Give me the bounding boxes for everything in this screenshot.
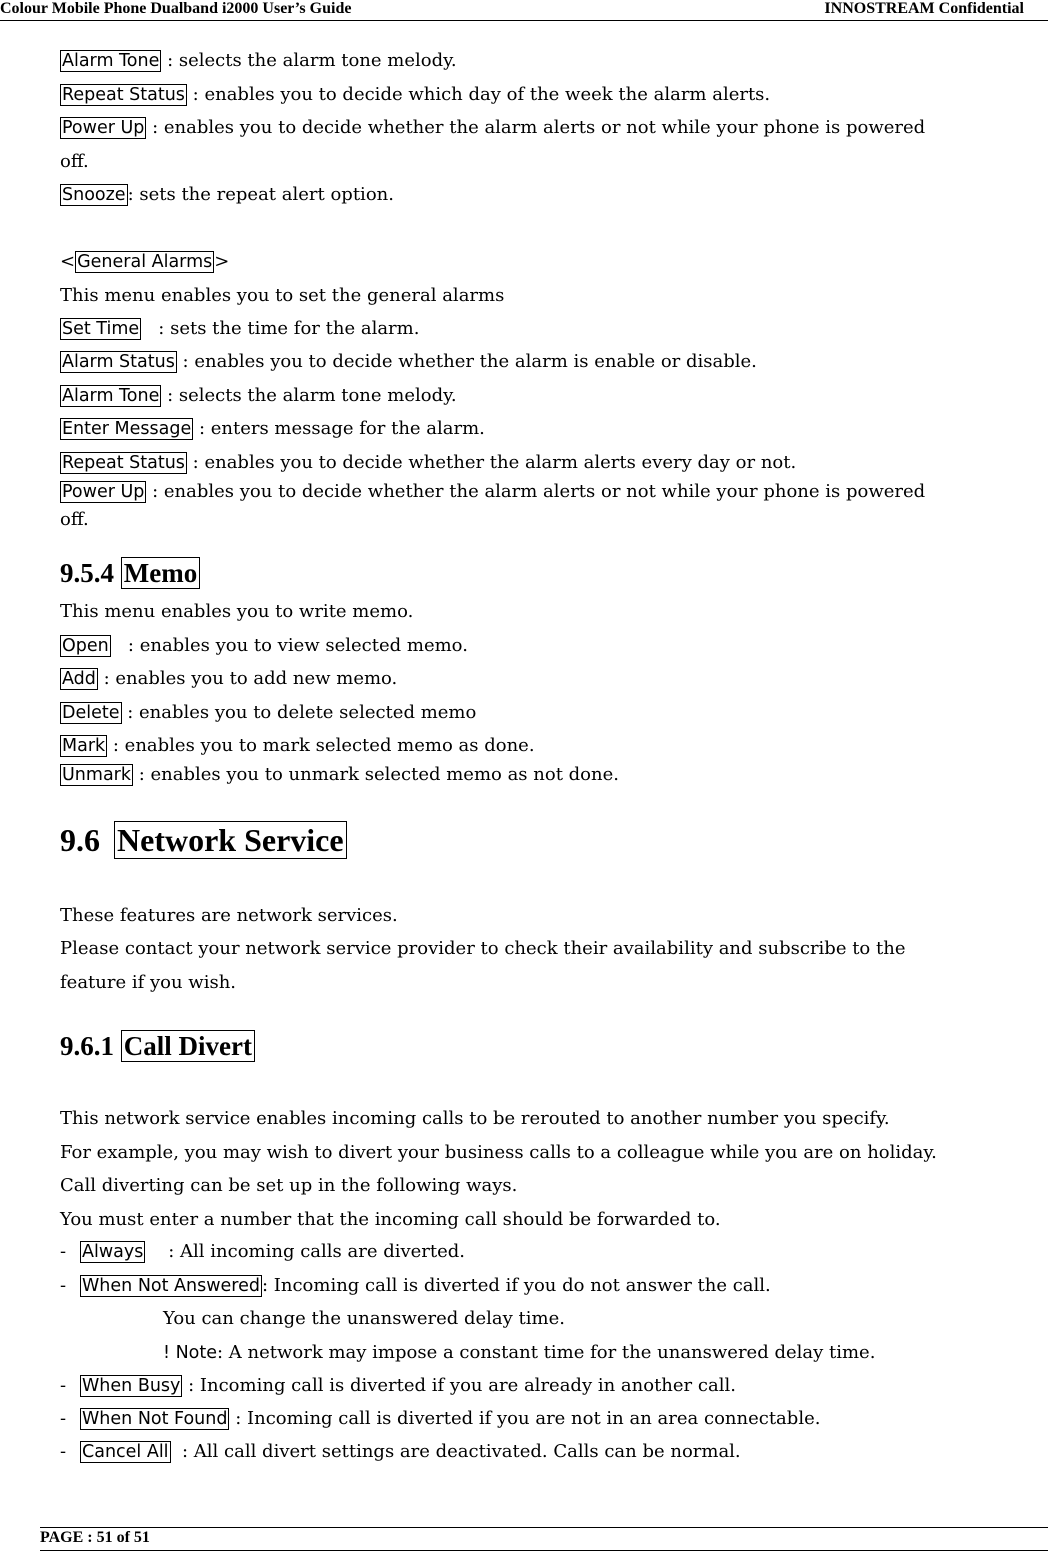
- divert-option-label: When Not Answered: [82, 1276, 260, 1296]
- paragraph-line: feature if you wish.: [60, 972, 237, 993]
- dash: -: [60, 1241, 67, 1262]
- menu-item-label: Open: [62, 636, 109, 656]
- divert-option-desc: : All call divert settings are deactivated. Calls can be normal.: [170, 1441, 741, 1462]
- menu-item-desc: : enables you to delete selected memo: [121, 702, 477, 723]
- menu-item-label: Alarm Tone: [62, 51, 160, 71]
- section-subtitle: [60, 249, 229, 275]
- menu-item-label: Power Up: [62, 482, 145, 502]
- divert-option-desc: : All incoming calls are diverted.: [145, 1241, 466, 1262]
- menu-item-desc: : enables you to decide whether the alarm is enable or disable.: [176, 351, 757, 372]
- menu-item: [60, 82, 770, 108]
- menu-item-label: Add: [62, 669, 96, 689]
- menu-item: [60, 383, 457, 409]
- section-number: 9.6: [60, 822, 100, 858]
- section-title: Memo: [121, 557, 200, 589]
- menu-item: [60, 700, 476, 726]
- menu-item-desc: : selects the alarm tone melody.: [161, 50, 457, 71]
- section-heading-memo: [60, 558, 200, 589]
- divert-option-label: Always: [82, 1242, 144, 1262]
- divert-option-desc: : Incoming call is diverted if you do not answer the call.: [261, 1275, 771, 1296]
- dash: -: [60, 1375, 67, 1396]
- menu-item: [60, 115, 925, 141]
- divert-option: [60, 1406, 820, 1432]
- menu-item-desc: : enables you to add new memo.: [97, 668, 398, 689]
- bracket-open: <: [60, 251, 76, 272]
- menu-item-continuation: off.: [60, 509, 89, 530]
- note-line: [163, 1340, 875, 1366]
- menu-item: [60, 633, 468, 659]
- memo-intro: This menu enables you to write memo.: [60, 601, 414, 622]
- menu-item-continuation: off.: [60, 151, 89, 172]
- delay-text: You can change the unanswered delay time.: [163, 1308, 565, 1329]
- menu-item-desc: : enables you to decide whether the alarm alerts every day or not.: [186, 452, 797, 473]
- menu-item-label: Set Time: [62, 319, 140, 339]
- dash: -: [60, 1441, 67, 1462]
- paragraph-line: This network service enables incoming calls to be rerouted to another number you specify.: [60, 1108, 890, 1129]
- menu-item-desc: : sets the time for the alarm.: [141, 318, 420, 339]
- menu-item-label: Alarm Status: [62, 352, 175, 372]
- general-alarms-intro: This menu enables you to set the general alarms: [60, 285, 505, 306]
- divert-option-desc: : Incoming call is diverted if you are already in another call.: [182, 1375, 736, 1396]
- page-header: [0, 0, 1048, 21]
- divert-option-label: Cancel All: [82, 1442, 169, 1462]
- header-doc-title: Colour Mobile Phone Dualband i2000 User’s Guide: [0, 0, 352, 17]
- menu-item-label: Repeat Status: [62, 85, 185, 105]
- bracket-close: >: [214, 251, 230, 272]
- note-text: : A network may impose a constant time for the unanswered delay time.: [217, 1342, 876, 1363]
- menu-item: [60, 666, 397, 692]
- menu-item-desc: : enables you to decide whether the alarm alerts or not while your phone is powered: [146, 481, 926, 502]
- menu-item: [60, 316, 419, 342]
- general-alarms-title: General Alarms: [77, 252, 213, 272]
- page-footer: [40, 1527, 1048, 1551]
- dash: -: [60, 1408, 67, 1429]
- menu-item: [60, 762, 619, 788]
- dash: -: [60, 1275, 67, 1296]
- menu-item: [60, 479, 925, 505]
- menu-item: [60, 733, 535, 759]
- divert-option-label: When Busy: [82, 1376, 181, 1396]
- menu-item: [60, 182, 394, 208]
- divert-option: [60, 1373, 736, 1399]
- header-confidential: INNOSTREAM Confidential: [824, 0, 1024, 17]
- section-heading-call-divert: [60, 1031, 255, 1062]
- divert-option: [60, 1439, 741, 1465]
- page-number: PAGE : 51 of 51: [40, 1529, 150, 1546]
- divert-option-desc: : Incoming call is diverted if you are not in an area connectable.: [229, 1408, 821, 1429]
- divert-option-label: When Not Found: [82, 1409, 228, 1429]
- paragraph-line: Call diverting can be set up in the following ways.: [60, 1175, 518, 1196]
- menu-item-desc: : enables you to decide which day of the week the alarm alerts.: [186, 84, 771, 105]
- menu-item-label: Power Up: [62, 118, 145, 138]
- paragraph-line: These features are network services.: [60, 905, 398, 926]
- menu-item: [60, 349, 757, 375]
- menu-item-desc: : enables you to mark selected memo as done.: [107, 735, 535, 756]
- section-number: 9.6.1: [60, 1031, 121, 1061]
- paragraph-line: You must enter a number that the incoming call should be forwarded to.: [60, 1209, 721, 1230]
- menu-item-label: Snooze: [62, 185, 126, 205]
- menu-item-desc: : sets the repeat alert option.: [127, 184, 394, 205]
- menu-item-label: Mark: [62, 736, 106, 756]
- menu-item-label: Unmark: [62, 765, 132, 785]
- menu-item-label: Delete: [62, 703, 120, 723]
- menu-item: [60, 48, 457, 74]
- divert-option: [60, 1239, 465, 1265]
- menu-item-label: Repeat Status: [62, 453, 185, 473]
- paragraph-line: For example, you may wish to divert your business calls to a colleague while you are on holiday.: [60, 1142, 937, 1163]
- menu-item-label: Alarm Tone: [62, 386, 160, 406]
- section-number: 9.5.4: [60, 558, 121, 588]
- menu-item-desc: : enables you to view selected memo.: [110, 635, 468, 656]
- menu-item-desc: : enables you to unmark selected memo as not done.: [133, 764, 619, 785]
- menu-item-desc: : selects the alarm tone melody.: [161, 385, 457, 406]
- note-label: ! Note: [163, 1343, 218, 1363]
- menu-item: [60, 450, 796, 476]
- divert-option: [60, 1273, 771, 1299]
- section-title: Call Divert: [121, 1030, 255, 1062]
- menu-item-desc: : enters message for the alarm.: [193, 418, 485, 439]
- menu-item-desc: : enables you to decide whether the alarm alerts or not while your phone is powered: [146, 117, 926, 138]
- paragraph-line: Please contact your network service provider to check their availability and subscribe to the: [60, 938, 906, 959]
- menu-item-label: Enter Message: [62, 419, 192, 439]
- menu-item: [60, 416, 485, 442]
- section-title: Network Service: [114, 821, 347, 859]
- section-heading-network: [60, 822, 347, 859]
